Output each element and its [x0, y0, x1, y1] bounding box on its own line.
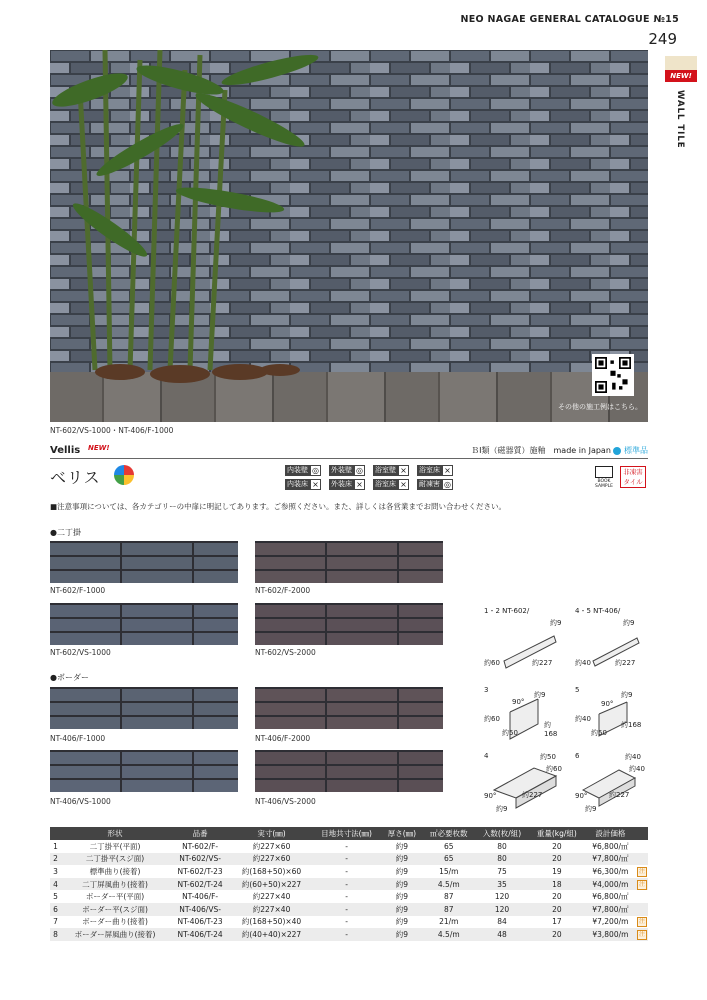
qr-note: その他の施工例はこちら。: [558, 403, 642, 411]
new-tab-badge: NEW!: [665, 70, 697, 82]
swatch-label: NT-602/F-1000: [50, 586, 106, 595]
table-cell: ボーダー平(スジ面): [61, 903, 169, 916]
hero-caption: NT-602/VS-1000・NT-406/F-1000: [50, 426, 174, 435]
table-cell: 3: [53, 866, 58, 876]
table-cell: NT-602/F-: [182, 841, 219, 851]
diagram-title: 5: [575, 686, 580, 694]
table-cell: 標準曲り(接着): [89, 866, 141, 876]
usage-item: [373, 479, 409, 490]
table-cell: ¥6,300/m: [592, 866, 629, 876]
col-header: 設計価格: [585, 827, 636, 840]
diagram-title: 4・5 NT-406/: [575, 607, 621, 615]
col-header: 品番: [169, 827, 231, 840]
table-cell: 75: [497, 866, 507, 876]
usage-mark: ×: [442, 465, 453, 476]
swatch-label: NT-602/VS-1000: [50, 648, 111, 657]
usage-mark: ×: [354, 479, 365, 490]
table-cell: 20: [529, 853, 585, 866]
col-header: 実寸(㎜): [231, 827, 311, 840]
tile-swatch: [255, 541, 443, 583]
diagram-title: 6: [575, 752, 580, 760]
table-cell: 二丁掛平(平面): [89, 841, 141, 851]
usage-item: [373, 465, 409, 476]
table-row: [50, 903, 648, 916]
table-cell: 19: [552, 866, 562, 876]
dim-height: 約40: [575, 715, 591, 723]
usage-mark: ◎: [310, 465, 321, 476]
table-row: [50, 878, 648, 891]
dim-thickness: 約9: [621, 691, 633, 699]
table-cell: 約(60+50)×227: [231, 878, 311, 891]
table-cell: NT-406/VS-: [169, 903, 231, 916]
table-row: [50, 840, 648, 853]
table-cell: 約9: [395, 841, 409, 851]
usage-mark: ×: [398, 465, 409, 476]
table-cell: -: [345, 866, 348, 876]
category-label: WALL TILE: [675, 90, 685, 149]
table-cell: ¥3,800/m: [585, 928, 636, 941]
product-meta: [471, 445, 648, 456]
diagram-flat-602: [484, 606, 564, 673]
usage-item: [417, 465, 453, 476]
table-cell: 80: [497, 841, 507, 851]
table-cell: ¥6,800/㎡: [592, 841, 629, 851]
table-cell: 8: [50, 928, 61, 941]
table-cell: 約(168+50)×60: [241, 866, 302, 876]
usage-label: 浴室床: [419, 466, 440, 474]
category-tab: [665, 56, 697, 149]
table-cell: 二丁屏風曲り(接着): [61, 878, 169, 891]
dim-angle: 90°: [512, 698, 525, 706]
diagram-corner-406: [575, 686, 645, 751]
table-cell: 35: [475, 878, 529, 891]
qr-code-icon[interactable]: [592, 354, 634, 396]
col-header: 重量(kg/組): [529, 827, 585, 840]
diagram-title: 4: [484, 752, 489, 760]
table-cell: 6: [50, 903, 61, 916]
diagram-flat-406: [575, 606, 645, 673]
dim-height: 約40: [575, 659, 591, 667]
swatch-label: NT-406/VS-1000: [50, 797, 111, 806]
col-header: ㎡必要枚数: [422, 827, 475, 840]
table-cell: -: [345, 892, 348, 902]
usage-mark: ×: [398, 479, 409, 490]
table-cell: 約9: [395, 892, 409, 902]
dim-return: 約50: [502, 729, 518, 737]
book-sample: [593, 466, 615, 488]
table-cell: 120: [494, 892, 510, 902]
col-header: 形状: [61, 827, 169, 840]
spec-table: [50, 827, 648, 941]
table-cell: ¥7,800/㎡: [585, 853, 636, 866]
table-cell: 約(168+50)×40: [241, 917, 302, 927]
non-frost-stamp: 非凍害タイル: [620, 466, 646, 488]
table-cell: 87: [422, 903, 475, 916]
diagram-title: 1・2 NT-602/: [484, 607, 530, 615]
table-cell: 7: [53, 917, 58, 927]
dim-thickness: 約9: [585, 805, 597, 813]
table-cell: [636, 878, 648, 891]
table-cell: 約9: [381, 878, 422, 891]
table-cell: ¥7,800/㎡: [585, 903, 636, 916]
table-cell: ¥4,000/m: [585, 878, 636, 891]
table-row: [50, 916, 648, 929]
tab-accent: [665, 56, 697, 70]
table-cell: [636, 916, 648, 929]
table-cell: 120: [475, 903, 529, 916]
diagram-screen-602: [484, 752, 574, 822]
usage-label: 内装床: [287, 480, 308, 488]
col-header: [50, 827, 61, 840]
note-mark: 注: [638, 867, 645, 875]
swatch-label: NT-406/F-1000: [50, 734, 106, 743]
dim-thickness: 約9: [496, 805, 508, 813]
table-cell: 4.5/m: [422, 928, 475, 941]
table-cell: NT-602/T-24: [169, 878, 231, 891]
table-cell: 約9: [381, 853, 422, 866]
note-mark: 注: [638, 918, 645, 926]
page-number: 249: [648, 30, 677, 48]
hero-photo: [50, 50, 648, 422]
table-cell: 約227×60: [231, 853, 311, 866]
table-cell: 1: [53, 841, 58, 851]
dim-return: 約50: [591, 729, 607, 737]
dim-height: 約40: [629, 765, 645, 773]
table-row: [50, 890, 648, 903]
dim-width: 約227: [615, 659, 636, 667]
book-sample-label: BOOK SAMPLE: [595, 479, 613, 489]
dim-length: 約227: [522, 791, 543, 799]
swatch-label: NT-406/F-2000: [255, 734, 311, 743]
usage-item: [417, 479, 453, 490]
table-cell: [636, 928, 648, 941]
dim-length: 約168: [621, 721, 642, 729]
table-cell: 87: [444, 892, 454, 902]
table-cell: ボーダー平(平面): [85, 892, 145, 902]
book-icon: [595, 466, 613, 478]
usage-label: 浴室床: [375, 480, 396, 488]
table-cell: 約(40+40)×227: [231, 928, 311, 941]
table-cell: 4.5/m: [422, 878, 475, 891]
table-row: [50, 865, 648, 878]
table-cell: [636, 865, 648, 878]
table-cell: [636, 853, 648, 866]
table-cell: 84: [497, 917, 507, 927]
tile-swatch: [50, 541, 238, 583]
section-nichoukake: ●二丁掛: [50, 528, 81, 537]
table-row: [50, 928, 648, 941]
table-cell: 80: [475, 853, 529, 866]
table-cell: -: [312, 878, 382, 891]
section-border: ●ボーダー: [50, 673, 89, 682]
table-cell: 約9: [381, 928, 422, 941]
table-cell: -: [345, 917, 348, 927]
dim-height: 約60: [484, 659, 500, 667]
swatch-label: NT-602/VS-2000: [255, 648, 316, 657]
table-cell: NT-602/T-23: [177, 866, 223, 876]
col-header: 入数(枚/組): [475, 827, 529, 840]
table-cell: 20: [552, 841, 562, 851]
table-cell: ¥6,800/㎡: [592, 892, 629, 902]
table-cell: ボーダー屏風曲り(接着): [61, 928, 169, 941]
catalogue-title: NEO NAGAE GENERAL CATALOGUE №15: [460, 14, 679, 25]
table-cell: NT-406/F-: [182, 892, 219, 902]
tile-swatch: [255, 750, 443, 792]
new-badge: NEW!: [88, 444, 110, 452]
table-cell: ボーダー曲り(接着): [82, 917, 148, 927]
note-mark: 注: [638, 880, 645, 888]
standard-label: 標準品: [624, 446, 648, 455]
usage-mark: ×: [310, 479, 321, 490]
tile-swatch: [50, 603, 238, 645]
color-logo-icon: [114, 465, 134, 485]
product-bar: [50, 443, 648, 459]
dim-return: 約40: [625, 753, 641, 761]
table-row: [50, 853, 648, 866]
table-cell: [636, 840, 648, 853]
dim-thickness: 約9: [534, 691, 546, 699]
tile-swatch: [255, 603, 443, 645]
table-cell: 約227×60: [252, 841, 291, 851]
bamboo-plant-image: [50, 50, 350, 390]
table-cell: 18: [529, 878, 585, 891]
tile-swatch: [255, 687, 443, 729]
dim-width: 約227: [532, 659, 553, 667]
table-cell: 15/m: [439, 866, 459, 876]
table-cell: 65: [444, 841, 454, 851]
table-cell: 約9: [395, 866, 409, 876]
dim-length: 約227: [609, 791, 630, 799]
table-cell: 約227×40: [231, 903, 311, 916]
diagram-corner-602: [484, 686, 564, 751]
table-cell: -: [312, 928, 382, 941]
table-cell: 20: [552, 892, 562, 902]
table-cell: 二丁掛平(スジ面): [61, 853, 169, 866]
usage-label: 外装床: [331, 480, 352, 488]
usage-item: [329, 465, 365, 476]
tile-swatch: [50, 750, 238, 792]
table-cell: 約9: [381, 903, 422, 916]
table-cell: 2: [50, 853, 61, 866]
table-cell: -: [345, 841, 348, 851]
table-cell: ¥7,200/m: [592, 917, 629, 927]
swatch-label: NT-602/F-2000: [255, 586, 311, 595]
dim-thickness: 約9: [550, 619, 562, 627]
dim-height: 約60: [546, 765, 562, 773]
usage-grid: [285, 465, 453, 490]
standard-dot-icon: [613, 447, 621, 455]
dim-angle: 90°: [601, 700, 614, 708]
table-cell: [636, 903, 648, 916]
table-cell: 65: [422, 853, 475, 866]
dim-thickness: 約9: [623, 619, 635, 627]
product-name: Vellis: [50, 445, 81, 456]
diagram-screen-406: [575, 752, 645, 822]
diagram-title: 3: [484, 686, 489, 694]
col-header: 厚さ(㎜): [381, 827, 422, 840]
table-cell: 4: [50, 878, 61, 891]
table-cell: [636, 890, 648, 903]
product-spec: ＢⅠ類（磁器質）施釉 made in Japan: [471, 446, 611, 455]
swatch-label: NT-406/VS-2000: [255, 797, 316, 806]
dim-angle: 90°: [484, 792, 497, 800]
usage-label: 外装壁: [331, 466, 352, 474]
note-mark: 注: [638, 930, 645, 938]
usage-label: 浴室壁: [375, 466, 396, 474]
col-header: [636, 827, 648, 840]
table-cell: 5: [53, 892, 58, 902]
table-cell: NT-406/T-23: [177, 917, 223, 927]
table-cell: 約227×40: [252, 892, 291, 902]
usage-item: [285, 479, 321, 490]
table-cell: 48: [475, 928, 529, 941]
table-cell: 20: [529, 928, 585, 941]
table-cell: NT-406/T-24: [169, 928, 231, 941]
usage-label: 耐凍害: [419, 480, 440, 488]
usage-mark: ◎: [442, 479, 453, 490]
table-cell: 20: [529, 903, 585, 916]
table-cell: -: [312, 903, 382, 916]
tile-swatch: [50, 687, 238, 729]
table-header-row: [50, 827, 648, 840]
usage-label: 内装壁: [287, 466, 308, 474]
usage-item: [329, 479, 365, 490]
col-header: 目地共寸法(㎜): [312, 827, 382, 840]
notice-text: ■注意事項については、各カテゴリーの中扉に明記してあります。ご参照ください。また、詳しくは各営業までお問い合わせください。: [50, 502, 507, 511]
usage-item: [285, 465, 321, 476]
table-cell: NT-602/VS-: [169, 853, 231, 866]
dim-return: 約50: [540, 753, 556, 761]
usage-mark: ◎: [354, 465, 365, 476]
table-cell: 17: [552, 917, 562, 927]
dim-angle: 90°: [575, 792, 588, 800]
product-japanese-name: ベリス: [50, 468, 101, 487]
table-cell: 約9: [395, 917, 409, 927]
dim-length: 約168: [544, 721, 558, 738]
table-cell: -: [312, 853, 382, 866]
dim-height: 約60: [484, 715, 500, 723]
table-cell: 21/m: [439, 917, 459, 927]
